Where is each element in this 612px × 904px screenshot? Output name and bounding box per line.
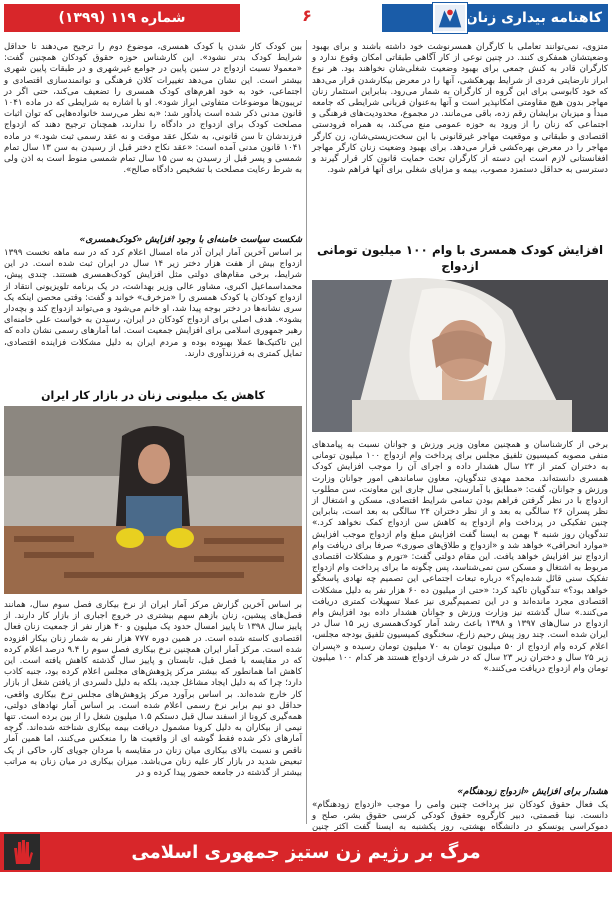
paragraph: بین کودک کار شدن یا کودک همسری، موضوع دوم را ترجیح می‌دهند تا حداقل شرایط کودک بدتر نشود». این کارشناس حوزه حقوق کودکان همچنین گفت: «معمولا نسبت ازدواج در سنین پایین در جوامع غیرشهری و در طبقات پایین شهری بیشتر است. این نشان می‌دهد تغییرات کلان فرهنگی و توانمندسازی اقتصادی و اجتماعی، خود به خود اهرم‌های کودک همسری را تضعیف می‌کند، حتی اگر در تریبون‌ها موضوعات متفاوتی ابراز شود». او با اشاره به شرایطی که در ماده ۱۰۴۱ قانون مدنی ذکر شده است یادآور شد: «به نظر می‌رسد خانواده‌هایی که توان اثبات مصلحت کودک برای ازدواج در دادگاه را ندارند، همچنان ترجیح دهند که ازدواج فرزندشان تا سن قانونی، به شکل عقد موقت و نه عقد رسمی ثبت شود.» در ماده ۱۰۴۱ قانون مدنی آمده است: «عقد نکاح دختر قبل از رسیدن به سن ۱۳ سال تمام شمسی و پسر قبل از رسیدن به سن ۱۵ سال تمام شمسی منوط است به اذن ولی به شرط رعایت مصلحت با تشخیص دادگاه صالح». <box>4 42 303 176</box>
page-number: ۶ <box>302 6 312 25</box>
article-continuation-text <box>4 42 302 230</box>
issue-banner <box>4 4 240 32</box>
paragraph: بر اساس آخرین گزارش مرکز آمار ایران از نرخ بیکاری فصل سوم سال، همانند فصل‌های پیشین، زنان بازهم سهم بیشتری در خروج اجباری از بازار کار دارند. از پاییز سال ۱۳۹۸ تا پاییز امسال حدود یک میلیون و ۴۰ هزار نفر از جمعیت زنان فعال اقتصادی کاسته شده است. در همین دوره ۷۷۷ هزار نفر به شمار زنان بیکار افزوده شده است. مرکز آمار ایران همچنین نرخ بیکاری فصل سوم را ۹.۴ درصد اعلام کرده که در مقایسه با فصل قبل، تابستان و پاییز سال گذشته کاهش یافته است. این کاهش اما همانطور که بیشتر مرکز پژوهش‌های مجلس اعلام کرده بود، جنبه کاذب دارد؛ چرا که به دلیل ایجاد مشاغل جدید، بلکه به دلیل دلسردی از یافتن شغل از بازار کار خارج شده‌اند. بر اساس برآورد مرکز پژوهش‌های مجلس نرخ بیکاری واقعی، حداقل دو نیم برابر نرخ رسمی اعلام شده است. بر اساس آمار نهادهای دولتی، همه‌گیری کرونا از اسفند سال قبل دستکم ۱.۵ میلیون شغل را از بین برده است. تنها نیمی از بیکاران به دلیل کرونا مشمول دریافت بیمه بیکاری شناخته شده‌اند. گرچه آمارهای ذکر شده فقط گوشه ای از واقعیت ها را منعکس می‌کنند، اما همین آمار ناقص و نسبت بالای بیکاری میان زنان در مقایسه با مردان جویای کار، حاکی از یک تبعیض شدید در بازار کار علیه زنان می‌باشد. میزان بیکاری در میان زنان به مراتب بیشتر از گذشته در جامعه حضور پیدا کرده و در <box>4 600 303 779</box>
article-women-labor-body <box>4 600 302 824</box>
paragraph: برخی از کارشناسان و همچنین معاون وزیر ورزش و جوانان نسبت به پیامدهای منفی مصوبه کمیسیون تلفیق مجلس برای پرداخت وام ازدواج ۱۰۰ میلیون تومانی به دختران کمتر از ۲۳ سال هشدار داده و اجرای آن را موجب افزایش کودک همسری دانسته‌اند. محمد مهدی تندگویان، معاون ساماندهی امور جوانان وزارت ورزش و جوانان، گفت: «مطابق با آمارسنجی سال جاری این معاونت، سن مطلوب ازدواج با در نظر گرفتن فراهم بودن تمامی شرایط اقتصادی، مسکن و اشتغال از نظر پسران ۲۶ سالگی به بعد و از نظر دختران ۲۴ سالگی به بعد است، بنابراین چنین تفکیکی در پرداخت وام ازدواج به کاهش سن ازدواج کمک نخواهد کرد.» تندگویان روز شنبه ۴ بهمن به ایسنا گفت افزایش مبلغ وام ازدواج موجب افزایش «موارد انحرافی» خواهد شد و «ازدواج و طلاق‌های صوری» صرفا برای دریافت وام ازدواج نیز افزایش خواهد یافت. این مقام دولتی گفت: «تورم و مشکلات اقتصادی مربوط به اشتغال و مسکن سن نمی‌شناسد، پس چگونه ما برای پرداخت وام ازدواج تفکیک سنی قائل شده‌ایم؟» درباره تبعات اجتماعی این تصمیم چه نهادی پاسخگو خواهد بود؟» تندگویان تاکید کرد: «حتی از میلیون ده ۶۰ هزار نفر به دلیل مشکلات اقتصادی مجرد مانده‌اند و در این تصمیم‌گیری نیز عملا تسهیلات کمتری دریافت می‌کنند.» سال گذشته نیز وزارت ورزش و جوانان هشدار داده بود افزایش وام ازدواج در سال‌های ۱۳۹۷ و ۱۳۹۸ باعث رشد آمار کودک‌همسری زیر ۱۵ سال در ایران شده است. چند روز پیش رحیم زارع، سخنگوی کمیسیون تلفیق بودجه مجلس، اعلام کرده وام ازدواج از ۵۰ میلیون تومان به ۷۰ میلیون تومان رسیده و «پسران زیر ۲۵ سال و دختران زیر ۲۳ سال که در شرف ازدواج هستند هر کدام ۱۰۰ میلیون تومان وام ازدواج دریافت می‌کنند.» <box>312 440 609 675</box>
stop-hand-icon <box>4 834 40 870</box>
paragraph: یک فعال حقوق کودکان نیز پرداخت چنین وامی را موجب «ازدواج زودهنگام» دانست. نینا قصمتی، دبیر کارگروه حقوق کودکی کرسی حقوق بشر، صلح و دموکراسی یونسکو در دانشگاه بهشتی، روز یکشنبه به ایسنا گفت اکثر چنین <box>312 800 608 833</box>
article-child-marriage-body <box>312 440 608 782</box>
factory-worker-image <box>4 406 302 594</box>
headline-women-labor-market: کاهش یک میلیونی زنان در بازار کار ایران <box>41 389 265 402</box>
footer-bottom-margin <box>0 876 612 904</box>
title-banner <box>382 4 608 32</box>
bride-photo <box>312 280 608 432</box>
article-khamenei-policy-text <box>4 248 302 396</box>
footer-banner <box>0 832 612 872</box>
publication-title: کاهنامه بیداری زنان <box>465 10 602 26</box>
paragraph: بر اساس آخرین آمار ایران آذر ماه امسال اعلام کرد که در سه ماهه نخست ۱۳۹۹ ازدواج بیش از هفت هزار دختر زیر ۱۴ سال در ایران ثبت شده است. در این شرایط، برخی مقام‌های دولتی مثل افزایش کودک‌همسری هستند. چندی پیش، محمداسماعیل اکبری، مشاور عالی وزیر بهداشت، در یک برنامه تلویزیونی انتقاد از ازدواج کودکان یا کودک همسری را «مزخرف» خواند و گفت: وقتی محصن اینکه یک سری نشانه‌ها در دختر بوجه پیدا شد، او خانم می‌شود و می‌تواند ازدواج کند و بچه‌دار بشود». هدف اصلی برای ازدواج کودکان در ایران، رسیدن به خواست علی خامنه‌ای رهبر جمهوری اسلامی برای افزایش جمعیت است. اما آمارهای رسمی نشان داده که این تاکتیک‌ها عملا بهبوده بوده و مردم ایران به دلیل مشکلات فزاینده اقتصادی، تمایل کمتری به فرزندآوری دارند. <box>4 248 303 359</box>
footer-slogan: مرگ بر رژیم زن ستیز جمهوری اسلامی <box>131 841 481 863</box>
worker-photo <box>4 406 302 594</box>
column-divider <box>306 40 307 824</box>
page-header <box>0 0 612 36</box>
article-early-marriage-text <box>312 800 608 833</box>
subheading-khamenei-policy: شکست سیاست خامنه‌ای با وجود افزایش «کودک‌همسری» <box>79 235 302 245</box>
publication-logo <box>432 2 468 34</box>
crying-bride-image <box>312 280 608 432</box>
issue-number: شماره ۱۱۹ (۱۳۹۹) <box>58 10 186 26</box>
article-intro-text <box>312 42 608 238</box>
headline-child-marriage-loan: افزایش کودک همسری با وام ۱۰۰ میلیون تومانی ازدواج <box>316 243 604 273</box>
subheading-early-marriage: هشدار برای افزایش «ازدواج زودهنگام» <box>457 787 608 797</box>
paragraph: متزوی، نمی‌توانند تعاملی با کارگران همسرنوشت خود داشته باشند و برای بهبود وضعیتشان همفکری کنند. در چنین نوعی از کار آگاهی طبقاتی امکان وقوع ندارد و کارگران قادر به کنش جمعی برای بهبود وضعیت شغلی‌شان نخواهند بود. هر نوع ابراز نارضایتی فردی از شرایط بهرهکشی، آنها را در معرض بیکارشدن قرار می‌دهد که خود کابوسی برای این گروه از کارگران به شمار می‌رود. بنابراین استثمار زنان مهاجر بدون هیچ مقاومتی امکانپذیر است و آنها به‌عنوان قربانی شرایطی که جامعه مبدأ و میزبان برایشان رقم زده، باقی می‌مانند. در مجموع، محدودیت‌های فرهنگی و اجتماعی که زنان را از ورود به حوزه عمومی منع می‌کند، به همراه فرودستی اقتصادی و طبقاتی و موقعیت مهاجر غیرقانونی با این سخت‌زیستی‌شان، زن کارگر مهاجر را در معرض بهره‌کشی قرار می‌دهد. برای بهبود وضعیت زنان کارگر مهاجر افغانستانی لازم است این دسته از کارگران تحت حمایت قانون کار قرار گیرند و دسترسی به حداقل دستمزد مصوب، بیمه و مزایای شغلی برای آنها فراهم شود. <box>312 42 608 176</box>
